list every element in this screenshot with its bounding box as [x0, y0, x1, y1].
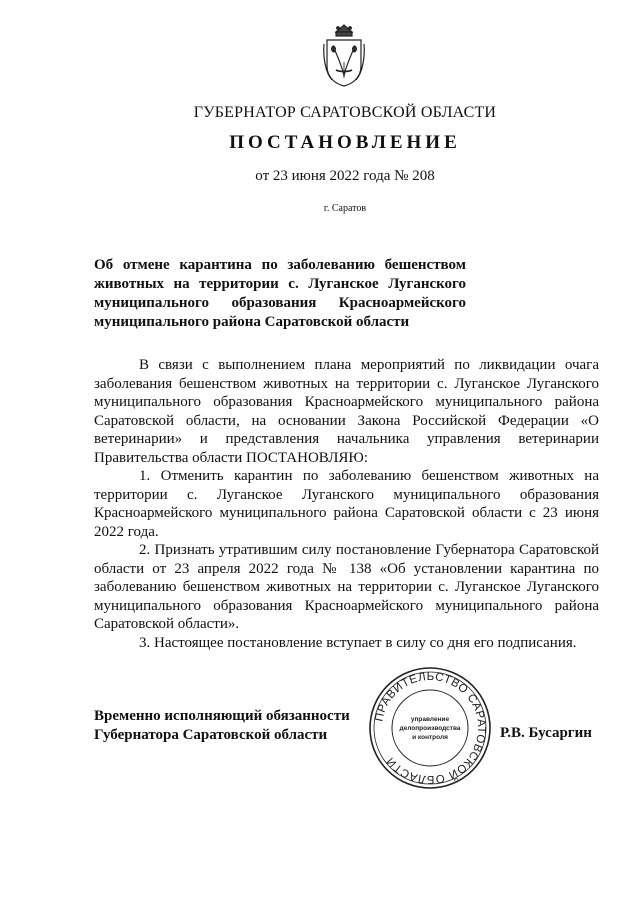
body-paragraph-item-3: 3. Настоящее постановление вступает в силу со дня его подписания.	[139, 634, 577, 651]
body-paragraph-item-1: 1. Отменить карантин по заболеванию бешенством животных на территории с. Луганское Луганского муниципального образования Красноармейского муниципального района Саратовской области с 23 июня 2022 года.	[94, 468, 599, 540]
stamp-center-line-2: делопроизводства	[399, 725, 461, 732]
signer-title	[94, 707, 364, 745]
document-body	[94, 356, 599, 652]
stamp-center-line-3: и контроля	[412, 734, 448, 741]
body-paragraph-item-2: 2. Признать утратившим силу постановление Губернатора Саратовской области от 23 апреля 2022 года № 138 «Об установлении карантина по заболеванию бешенством животных на территории с. Луганское Луганского муниципального образования Красноармейского муниципального района Саратовской области».	[94, 542, 599, 632]
signer-title-line-2: Губернатора Саратовской области	[94, 727, 328, 743]
stamp-ring-text: ПРАВИТЕЛЬСТВО САРАТОВСКОЙ ОБЛАСТИ	[373, 670, 488, 786]
issuing-authority: ГУБЕРНАТОР САРАТОВСКОЙ ОБЛАСТИ	[193, 104, 497, 121]
saratov-coat-of-arms-icon	[322, 22, 366, 88]
stamp-center-line-1: управление	[410, 716, 450, 723]
body-paragraph-preamble: В связи с выполнением плана мероприятий по ликвидации очага заболевания бешенством животных на территории с. Луганское Луганского муниципального образования Красноармейского муниципального района Саратовской области, на основании Закона Российской Федерации «О ветеринарии» и представления начальника управления ветеринарии Правительства области ПОСТАНОВЛЯЮ:	[94, 357, 599, 466]
document-date-number: от 23 июня 2022 года № 208	[255, 168, 435, 184]
official-stamp	[367, 665, 493, 791]
signer-title-line-1: Временно исполняющий обязанности	[94, 708, 350, 724]
document-subject: Об отмене карантина по заболеванию бешенством животных на территории с. Луганское Луганского муниципального образования Красноармейского муниципального района Саратовской области	[94, 257, 466, 330]
document-place: г. Саратов	[323, 203, 367, 214]
signer-name: Р.В. Бусаргин	[500, 725, 592, 741]
document-type-title: ПОСТАНОВЛЕНИЕ	[229, 132, 461, 153]
